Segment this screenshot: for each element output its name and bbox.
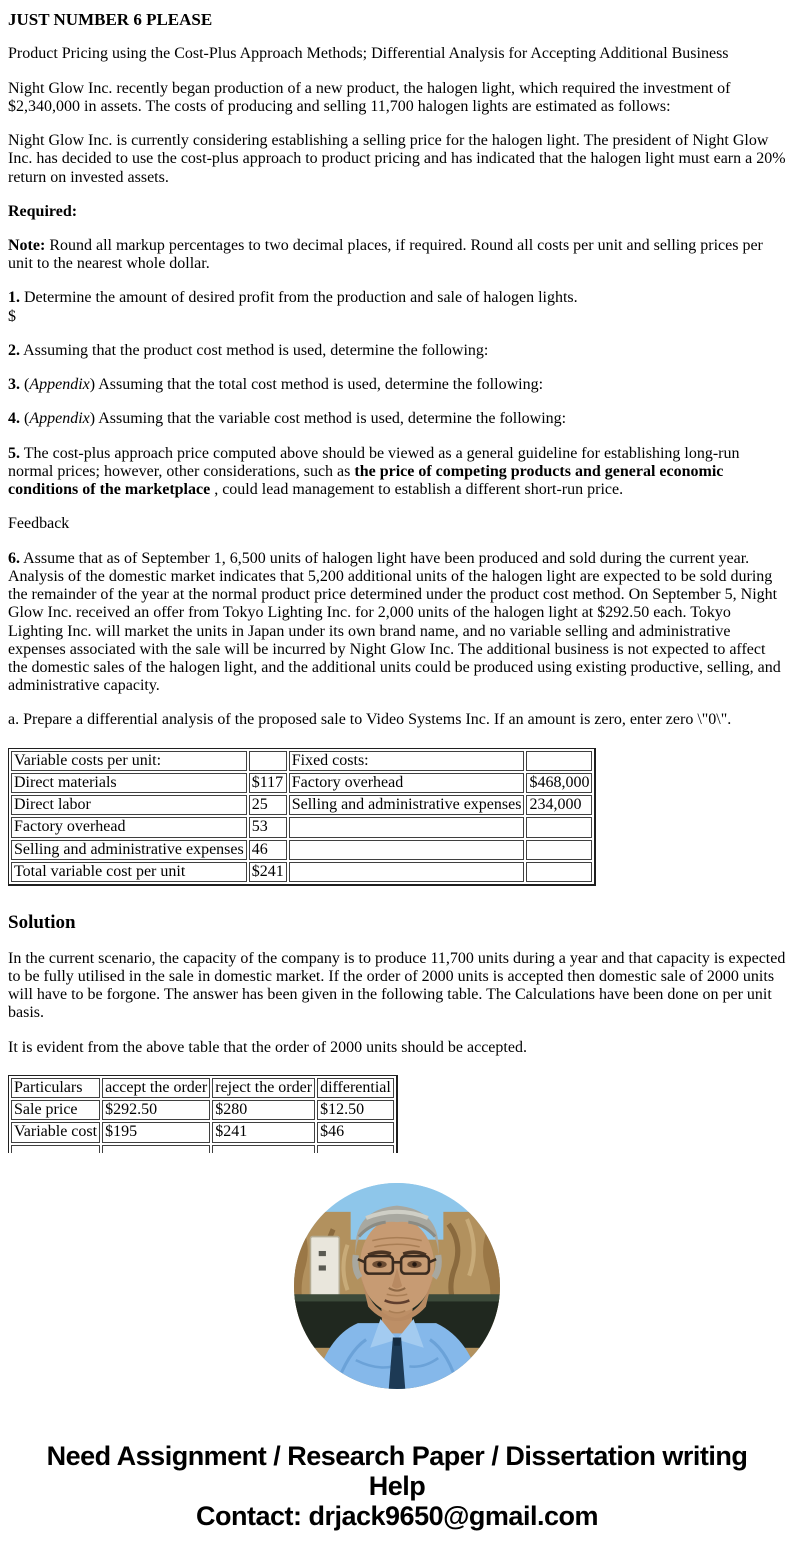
page-title: JUST NUMBER 6 PLEASE <box>8 10 213 29</box>
table-cell[interactable] <box>526 840 592 860</box>
table-row <box>11 840 592 860</box>
intro-paragraph: Night Glow Inc. recently began production of a new product, the halogen light, which required the investment of $2,340,000 in assets. The costs of producing and selling 11,700 halogen lights are estimated as follows: <box>8 79 731 115</box>
table-cell: Direct materials <box>11 773 247 793</box>
table-cell[interactable] <box>249 751 287 771</box>
table-cell[interactable]: 46 <box>249 840 287 860</box>
note-label: Note: <box>8 237 46 255</box>
table-cell: $280 <box>212 1100 315 1120</box>
table-cell: Selling and administrative expenses <box>289 795 525 815</box>
subtitle: Product Pricing using the Cost-Plus Approach Methods; Differential Analysis for Accepting Additional Business <box>8 45 729 63</box>
table-row <box>11 862 592 882</box>
question-5: 5. The cost-plus approach price computed above should be viewed as a general guideline for establishing long-run normal prices; however, other considerations, such as the price of competing products and general economic conditions of the marketplace , could lead management to establish a different short-run price. <box>8 444 740 499</box>
table-cell: Variable cost <box>11 1122 100 1142</box>
footer-contact-email: Contact: drjack9650@gmail.com <box>196 1501 598 1532</box>
table-cell[interactable]: 25 <box>249 795 287 815</box>
table-cell: $292.50 <box>102 1100 210 1120</box>
table-row <box>11 773 592 793</box>
table-cell: Fixed costs: <box>289 751 525 771</box>
table-cell: $195 <box>102 1122 210 1142</box>
table-header-cell: accept the order <box>102 1078 210 1098</box>
table-cell <box>102 1145 210 1153</box>
table-header-cell: reject the order <box>212 1078 315 1098</box>
table-cell[interactable] <box>526 751 592 771</box>
table-cell[interactable]: $117 <box>249 773 287 793</box>
footer-banner <box>42 1442 752 1532</box>
table-cell <box>317 1145 394 1153</box>
table-cell: Direct labor <box>11 795 247 815</box>
note-paragraph: Note: Round all markup percentages to two decimal places, if required. Round all costs per unit and selling prices per unit to the nearest whole dollar. <box>8 237 763 273</box>
table-row <box>11 1100 394 1120</box>
presenter-photo <box>294 1183 500 1389</box>
table-cell <box>289 862 525 882</box>
conclusion-paragraph: It is evident from the above table that the order of 2000 units should be accepted. <box>8 1038 527 1056</box>
question-4: 4. (Appendix) Assuming that the variable cost method is used, determine the following: <box>8 410 567 428</box>
table-row <box>11 817 592 837</box>
table-row-clipped <box>11 1145 394 1153</box>
table-cell: Selling and administrative expenses <box>11 840 247 860</box>
table-row <box>11 751 592 771</box>
question-5-answer: the price of competing products and general economic conditions of the marketplace <box>8 462 724 499</box>
differential-table-viewport <box>8 1075 786 1153</box>
table-row <box>11 1122 394 1142</box>
table-cell[interactable] <box>526 817 592 837</box>
table-header-row <box>11 1078 394 1098</box>
table-header-cell: Particulars <box>11 1078 100 1098</box>
table-cell[interactable]: $468,000 <box>526 773 592 793</box>
feedback-label: Feedback <box>8 515 70 533</box>
table-row <box>11 795 592 815</box>
answer-1-value: $ <box>8 307 16 325</box>
table-cell <box>289 817 525 837</box>
table-header-cell: differential <box>317 1078 394 1098</box>
table-cell: Sale price <box>11 1100 100 1120</box>
table-cell: $12.50 <box>317 1100 394 1120</box>
table-cell: $241 <box>212 1122 315 1142</box>
table-cell[interactable]: $241 <box>249 862 287 882</box>
table-cell <box>11 1145 100 1153</box>
solution-paragraph: In the current scenario, the capacity of the company is to produce 11,700 units during a year and that capacity is expected to be fully utilised in the sale in domestic market. If the order of 2000 units is accepted then domestic sale of 2000 units will have to be forgone. The answer has been given in the following table. The Calculations have been done on per unit basis. <box>8 949 786 1022</box>
required-label: Required: <box>8 202 78 220</box>
differential-table <box>8 1075 398 1153</box>
question-3: 3. (Appendix) Assuming that the total cost method is used, determine the following: <box>8 376 544 394</box>
table-cell[interactable] <box>526 862 592 882</box>
question-2: 2. Assuming that the product cost method is used, determine the following: <box>8 341 489 359</box>
question-6: 6. Assume that as of September 1, 6,500 units of halogen light have been produced and sold during the current year. Analysis of the domestic market indicates that 5,200 additional units of the halogen light are expected to be sold during the remainder of the year at the normal product price determined under the product cost method. On September 5, Night Glow Inc. received an offer from Tokyo Lighting Inc. for 2,000 units of the halogen light at $292.50 each. Tokyo Lighting Inc. will market the units in Japan under its own brand name, and no variable selling and administrative expenses associated with the sale will be incurred by Night Glow Inc. The additional business is not expected to affect the domestic sales of the halogen light, and the additional units could be produced using existing productive, selling, and administrative capacity. <box>8 549 781 695</box>
table-cell: Factory overhead <box>289 773 525 793</box>
table-cell: $46 <box>317 1122 394 1142</box>
table-cell: Total variable cost per unit <box>11 862 247 882</box>
table-cell: Factory overhead <box>11 817 247 837</box>
table-cell <box>212 1145 315 1153</box>
question-1: 1. Determine the amount of desired profit from the production and sale of halogen lights. $ <box>8 289 578 325</box>
table-cell[interactable]: 53 <box>249 817 287 837</box>
table-cell[interactable]: 234,000 <box>526 795 592 815</box>
table-cell <box>289 840 525 860</box>
presenter-photo-container <box>8 1183 786 1394</box>
part-a-instruction: a. Prepare a differential analysis of the proposed sale to Video Systems Inc. If an amount is zero, enter zero \"0\". <box>8 711 732 729</box>
cost-table <box>8 748 596 886</box>
solution-heading: Solution <box>8 912 76 934</box>
table-cell: Variable costs per unit: <box>11 751 247 771</box>
footer-help-text: Need Assignment / Research Paper / Dissertation writing Help <box>46 1441 748 1502</box>
pricing-paragraph: Night Glow Inc. is currently considering establishing a selling price for the halogen light. The president of Night Glow Inc. has decided to use the cost-plus approach to product pricing and has indicated that the halogen light must earn a 20% return on invested assets. <box>8 132 786 186</box>
